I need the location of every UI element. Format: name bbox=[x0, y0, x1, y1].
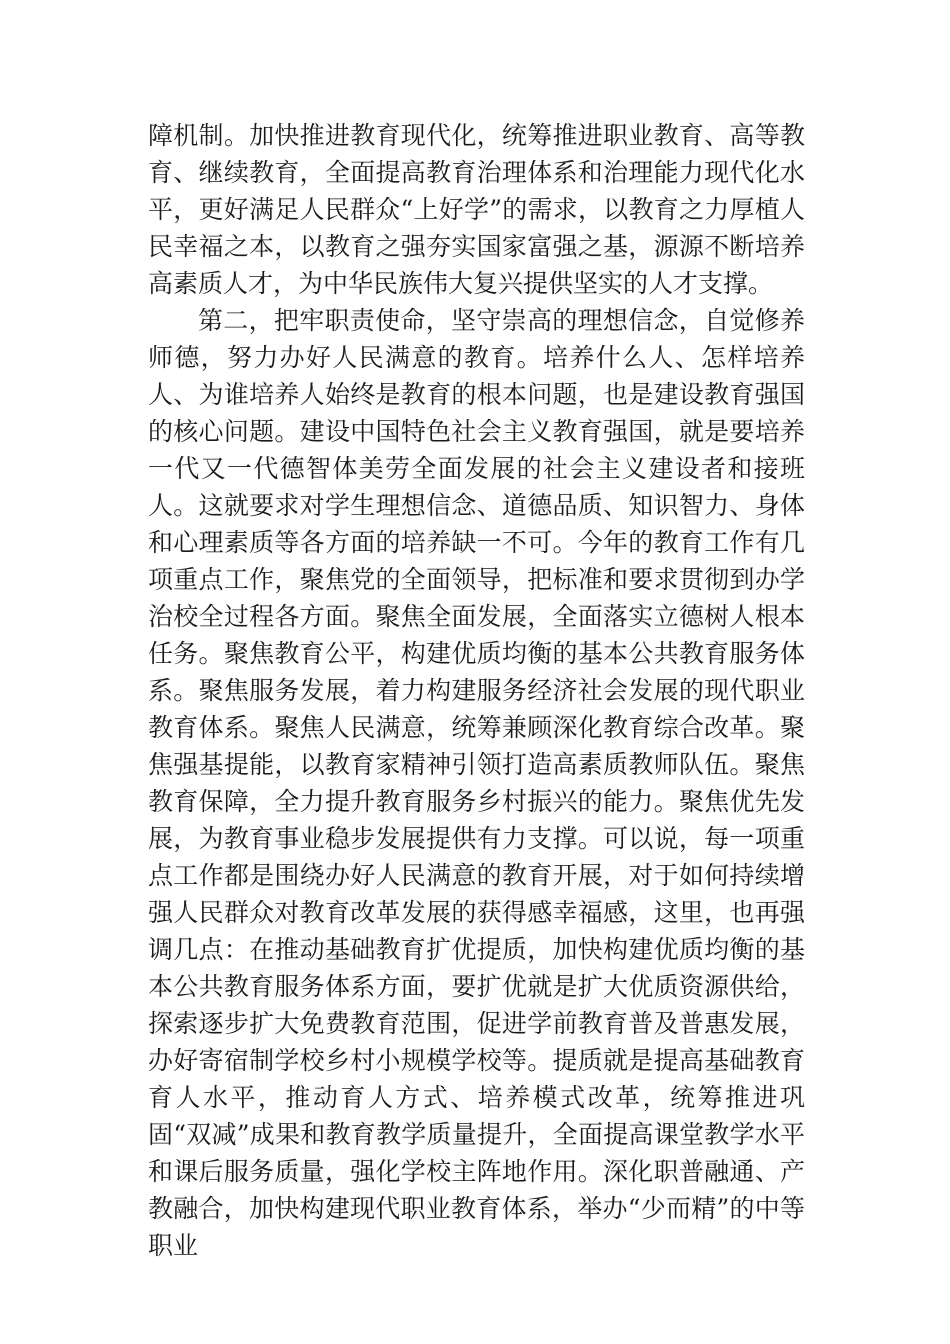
paragraph-second-point: 第二，把牢职责使命，坚守崇高的理想信念，自觉修养师德，努力办好人民满意的教育。培养什么人、怎样培养人、为谁培养人始终是教育的根本问题，也是建设教育强国的核心问题。建设中国特色社会主义教育强国，就是要培养一代又一代德智体美劳全面发展的社会主义建设者和接班人。这就要求对学生理想信念、道德品质、知识智力、身体和心理素质等各方面的培养缺一不可。今年的教育工作有几项重点工作，聚焦党的全面领导，把标准和要求贯彻到办学治校全过程各方面。聚焦全面发展，全面落实立德树人根本任务。聚焦教育公平，构建优质均衡的基本公共教育服务体系。聚焦服务发展，着力构建服务经济社会发展的现代职业教育体系。聚焦人民满意，统筹兼顾深化教育综合改革。聚焦强基提能，以教育家精神引领打造高素质教师队伍。聚焦教育保障，全力提升教育服务乡村振兴的能力。聚焦优先发展，为教育事业稳步发展提供有力支撑。可以说，每一项重点工作都是围绕办好人民满意的教育开展，对于如何持续增强人民群众对教育改革发展的获得感幸福感，这里，也再强调几点：在推动基础教育扩优提质，加快构建优质均衡的基本公共教育服务体系方面，要扩优就是扩大优质资源供给，探索逐步扩大免费教育范围，促进学前教育普及普惠发展，办好寄宿制学校乡村小规模学校等。提质就是提高基础教育育人水平，推动育人方式、培养模式改革，统筹推进巩固“双减”成果和教育教学质量提升，全面提高课堂教学水平和课后服务质量，强化学校主阵地作用。深化职普融通、产教融合，加快构建现代职业教育体系，举办“少而精”的中等职业 bbox=[148, 306, 805, 1260]
paragraph-continuation: 障机制。加快推进教育现代化，统筹推进职业教育、高等教育、继续教育，全面提高教育治理体系和治理能力现代化水平，更好满足人民群众“上好学”的需求，以教育之力厚植人民幸福之本，以教育之强夯实国家富强之基，源源不断培养高素质人才，为中华民族伟大复兴提供坚实的人才支撑。 bbox=[148, 121, 805, 298]
body-text bbox=[148, 117, 805, 1264]
